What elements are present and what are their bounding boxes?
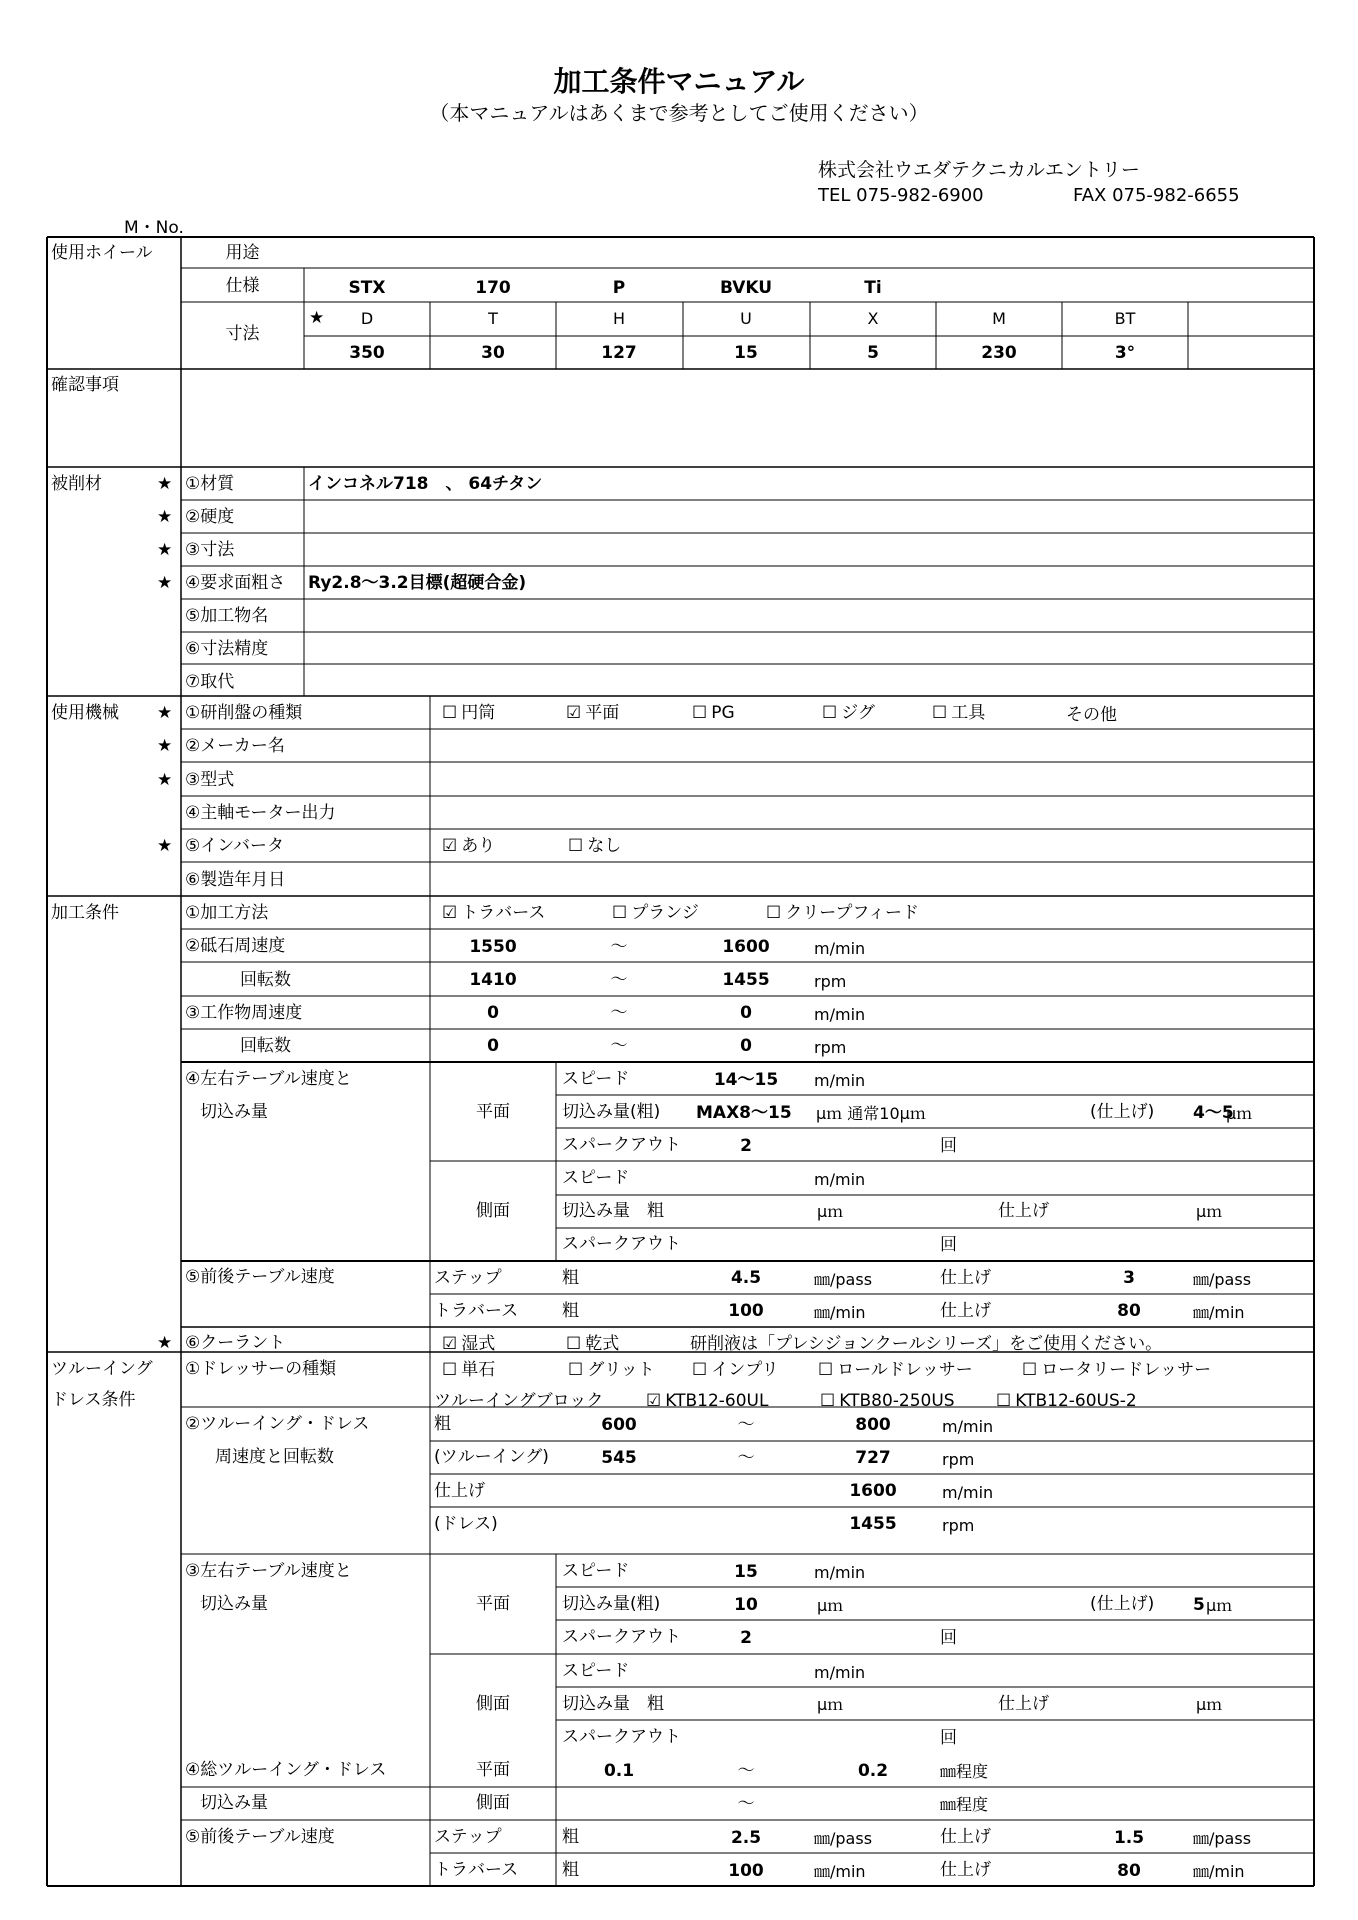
truing-flat-spark-value: 2 xyxy=(740,1628,752,1648)
truing-lr-label-2: 切込み量 xyxy=(200,1594,268,1614)
truing-finish-rev: 1455 xyxy=(849,1514,897,1534)
flat-spark-unit: 回 xyxy=(940,1136,957,1156)
truing-side-spark-unit: 回 xyxy=(940,1728,957,1748)
section-truing-1: ツルーイング xyxy=(51,1359,153,1379)
truing-trav-finish-value: 80 xyxy=(1117,1861,1141,1881)
total-side-label: 側面 xyxy=(476,1793,510,1813)
side-label: 側面 xyxy=(476,1201,510,1221)
lr-table-label-2: 切込み量 xyxy=(200,1102,268,1122)
work-speed-tilde: ～ xyxy=(610,1003,628,1023)
flat-spark-value: 2 xyxy=(740,1136,752,1156)
workpiece-item-label: ⑦取代 xyxy=(185,672,235,692)
truing-step-finish-unit: ㎜/pass xyxy=(1193,1829,1252,1848)
checkbox-label: トラバース xyxy=(461,903,546,923)
checked-box-icon[interactable]: ☑ xyxy=(442,903,458,923)
flat-speed-value: 14～15 xyxy=(713,1070,779,1090)
truing-rough-rev-from: 545 xyxy=(601,1448,637,1468)
truing-side-speed-label: スピード xyxy=(562,1661,630,1681)
machine-item-label: ⑤インバータ xyxy=(185,836,285,857)
section-machine: 使用機械 xyxy=(51,703,119,723)
truing-side-cut-label: 切込み量 粗 xyxy=(562,1694,664,1714)
total-flat-from: 0.1 xyxy=(603,1761,635,1781)
block-checkbox[interactable] xyxy=(646,1391,768,1411)
wheel-spec-value: 170 xyxy=(475,278,511,298)
truing-rough-speed-to: 800 xyxy=(855,1415,891,1435)
step-rough-value: 4.5 xyxy=(730,1268,762,1288)
truing-trav-rough-unit: ㎜/min xyxy=(814,1862,866,1881)
process-method-label: ①加工方法 xyxy=(185,903,269,923)
total-side-unit: ㎜程度 xyxy=(940,1795,989,1814)
coolant-checkbox[interactable] xyxy=(566,1334,619,1354)
required-star-icon: ★ xyxy=(157,703,173,723)
checkbox-icon[interactable]: ☐ xyxy=(442,703,458,723)
truing-flat-cut-label: 切込み量(粗) xyxy=(562,1594,661,1614)
side-spark-label: スパークアウト xyxy=(562,1234,681,1254)
lr-table-label-1: ④左右テーブル速度と xyxy=(185,1069,352,1089)
checkbox-icon[interactable]: ☐ xyxy=(1022,1360,1038,1380)
section-wheel: 使用ホイール xyxy=(51,243,153,263)
flat-cut-label: 切込み量(粗) xyxy=(562,1102,661,1122)
wheel-speed-from: 1550 xyxy=(469,937,517,957)
truing-flat-finish-value: 5 xyxy=(1193,1595,1205,1615)
company-tel: TEL 075-982-6900 xyxy=(818,185,984,206)
required-star-icon: ★ xyxy=(309,308,325,328)
wheel-speed-to: 1600 xyxy=(722,937,770,957)
checkbox-label: 平面 xyxy=(585,703,620,723)
step-label: ステップ xyxy=(434,1268,502,1288)
checkbox-icon[interactable]: ☐ xyxy=(442,1360,458,1380)
total-flat-tilde: ～ xyxy=(737,1761,755,1781)
truing-paren-label: (ツルーイング) xyxy=(434,1447,549,1467)
trav-label: トラバース xyxy=(434,1301,519,1321)
workpiece-item-label: ④要求面粗さ xyxy=(185,573,286,593)
wheel-speed-label: ②砥石周速度 xyxy=(185,936,286,956)
grinder-type-checkbox[interactable] xyxy=(692,703,735,723)
truing-finish-speed: 1600 xyxy=(849,1481,897,1501)
step-rough-label: 粗 xyxy=(562,1268,579,1288)
checkbox-icon[interactable]: ☐ xyxy=(996,1391,1012,1411)
truing-rough-label: 粗 xyxy=(434,1414,451,1434)
wheel-rev-unit: rpm xyxy=(814,972,847,991)
checked-box-icon[interactable]: ☑ xyxy=(646,1391,662,1411)
machine-item-label: ①研削盤の種類 xyxy=(185,703,303,723)
section-confirm: 確認事項 xyxy=(51,375,119,395)
machine-item-label: ⑥製造年月日 xyxy=(185,869,286,890)
wheel-dim-value: 30 xyxy=(481,343,505,363)
truing-flat-speed-unit: m/min xyxy=(814,1563,866,1582)
grinder-other: その他 xyxy=(1066,705,1117,725)
wheel-dim-value: 350 xyxy=(349,343,385,363)
checkbox-label: PG xyxy=(711,703,735,723)
flat-spark-label: スパークアウト xyxy=(562,1135,681,1155)
workpiece-item-label: ③寸法 xyxy=(185,540,235,560)
work-rev-label: 回転数 xyxy=(240,1036,291,1056)
truing-step-finish-label: 仕上げ xyxy=(940,1827,991,1847)
workpiece-item-value: インコネル718 、 64チタン xyxy=(308,474,543,494)
checkbox-icon[interactable]: ☐ xyxy=(822,703,838,723)
process-method-checkbox[interactable] xyxy=(442,903,545,923)
truing-trav-rough-label: 粗 xyxy=(562,1860,579,1880)
work-speed-unit: m/min xyxy=(814,1005,866,1024)
checkbox-icon[interactable]: ☐ xyxy=(818,1360,834,1380)
flat-finish-value: 4～5 xyxy=(1193,1103,1234,1123)
truing-flat-speed-label: スピード xyxy=(562,1561,630,1581)
truing-rough-rev-to: 727 xyxy=(855,1448,891,1468)
dresser-label: ①ドレッサーの種類 xyxy=(185,1359,337,1379)
page-subtitle: （本マニュアルはあくまで参考としてご使用ください） xyxy=(429,101,929,125)
side-speed-unit: m/min xyxy=(814,1170,866,1189)
grinder-type-checkbox[interactable] xyxy=(932,703,985,723)
coolant-note: 研削液は「プレシジョンクールシリーズ」をご使用ください。 xyxy=(690,1334,1163,1354)
total-flat-to: 0.2 xyxy=(857,1761,889,1781)
step-finish-unit: ㎜/pass xyxy=(1193,1270,1252,1289)
checkbox-label: 単石 xyxy=(461,1360,496,1380)
truing-side-cut-unit: μｍ xyxy=(817,1695,844,1714)
grinder-type-checkbox[interactable] xyxy=(566,703,619,723)
truing-flat-finish-label: (仕上げ) xyxy=(1090,1594,1155,1614)
truing-rough-rev-tilde: ～ xyxy=(737,1448,755,1468)
truing-trav-finish-label: 仕上げ xyxy=(940,1860,991,1880)
workpiece-item-label: ⑥寸法精度 xyxy=(185,639,269,659)
checkbox-label: インプリ xyxy=(711,1360,779,1380)
truing-flat-spark-unit: 回 xyxy=(940,1628,957,1648)
truing-flat-label: 平面 xyxy=(476,1594,510,1614)
work-rev-unit: rpm xyxy=(814,1038,847,1057)
truing-flat-finish-unit: μｍ xyxy=(1206,1596,1233,1615)
truing-rough-speed-from: 600 xyxy=(601,1415,637,1435)
checkbox-icon[interactable]: ☐ xyxy=(692,703,708,723)
wheel-dim-header: H xyxy=(612,309,626,328)
checkbox-label: KTB12-60US-2 xyxy=(1015,1391,1137,1411)
work-rev-tilde: ～ xyxy=(610,1036,628,1056)
dresser-checkbox[interactable] xyxy=(1022,1360,1211,1380)
required-star-icon: ★ xyxy=(157,573,173,593)
dresser-checkbox[interactable] xyxy=(568,1360,655,1380)
step-finish-value: 3 xyxy=(1123,1268,1135,1288)
trav-finish-label: 仕上げ xyxy=(940,1301,991,1321)
inverter-checkbox[interactable] xyxy=(442,836,495,856)
required-star-icon: ★ xyxy=(157,507,173,527)
wheel-dim-header: D xyxy=(360,309,374,328)
total-side-tilde: ～ xyxy=(737,1794,755,1814)
truing-side-speed-unit: m/min xyxy=(814,1663,866,1682)
truing-finish-speed-unit: m/min xyxy=(942,1483,994,1502)
checkbox-label: ジグ xyxy=(841,703,875,723)
coolant-label: ⑥クーラント xyxy=(185,1333,286,1353)
checkbox-label: 湿式 xyxy=(461,1334,496,1354)
checkbox-icon[interactable]: ☐ xyxy=(612,903,628,923)
truing-step-rough-label: 粗 xyxy=(562,1827,579,1847)
process-method-checkbox[interactable] xyxy=(612,903,699,923)
grinder-type-checkbox[interactable] xyxy=(442,703,495,723)
wheel-dim-value: 230 xyxy=(981,343,1017,363)
total-label-2: 切込み量 xyxy=(200,1793,268,1813)
total-flat-unit: ㎜程度 xyxy=(940,1762,989,1781)
dress-paren-label: (ドレス) xyxy=(434,1514,498,1534)
wheel-use-label: 用途 xyxy=(225,243,260,263)
work-speed-label: ③工作物周速度 xyxy=(185,1003,303,1023)
workpiece-item-label: ①材質 xyxy=(185,474,235,494)
truing-rough-speed-tilde: ～ xyxy=(737,1415,755,1435)
process-method-checkbox[interactable] xyxy=(766,903,919,923)
required-star-icon: ★ xyxy=(157,736,173,757)
section-workpiece: 被削材 xyxy=(51,474,102,494)
flat-finish-label: (仕上げ) xyxy=(1090,1102,1155,1122)
checkbox-icon[interactable]: ☐ xyxy=(566,1334,582,1354)
wheel-rev-tilde: ～ xyxy=(610,970,628,990)
checkbox-icon[interactable]: ☐ xyxy=(820,1391,836,1411)
wheel-dim-value: 3° xyxy=(1114,343,1136,363)
truing-step-finish-value: 1.5 xyxy=(1113,1828,1145,1848)
wheel-spec-value: BVKU xyxy=(719,278,773,298)
section-truing-2: ドレス条件 xyxy=(51,1390,136,1410)
checkbox-icon[interactable]: ☐ xyxy=(766,903,782,923)
total-flat-label: 平面 xyxy=(476,1760,510,1780)
block-checkbox[interactable] xyxy=(996,1391,1137,1411)
grinder-type-checkbox[interactable] xyxy=(822,703,875,723)
wheel-rev-to: 1455 xyxy=(722,970,770,990)
coolant-checkbox[interactable] xyxy=(442,1334,495,1354)
work-speed-to: 0 xyxy=(740,1003,752,1023)
checkbox-label: ロータリードレッサー xyxy=(1041,1360,1212,1380)
truing-finish-label: 仕上げ xyxy=(434,1481,485,1501)
checkbox-label: なし xyxy=(587,836,622,856)
side-cut-label: 切込み量 粗 xyxy=(562,1201,664,1221)
m-number-label: M・No. xyxy=(124,218,184,238)
company-name: 株式会社ウエダテクニカルエントリー xyxy=(818,159,1140,181)
truing-flat-speed-value: 15 xyxy=(734,1562,758,1582)
flat-finish-unit: μｍ xyxy=(1226,1104,1253,1123)
side-cut-unit: μｍ xyxy=(817,1202,844,1221)
truing-speed-label-1: ②ツルーイング・ドレス xyxy=(185,1414,370,1434)
block-checkbox[interactable] xyxy=(820,1391,955,1411)
truing-rough-speed-unit: m/min xyxy=(942,1417,994,1436)
truing-flat-cut-unit: μｍ xyxy=(817,1596,844,1615)
page-title: 加工条件マニュアル xyxy=(553,65,805,98)
wheel-dim-value: 127 xyxy=(601,343,637,363)
truing-side-label: 側面 xyxy=(476,1694,510,1714)
wheel-dim-header: T xyxy=(488,309,498,328)
flat-cut-unit: μｍ 通常10μｍ xyxy=(816,1104,926,1123)
wheel-dim-label: 寸法 xyxy=(225,324,260,344)
machine-item-label: ②メーカー名 xyxy=(185,736,285,757)
section-process: 加工条件 xyxy=(51,903,119,923)
wheel-dim-header: X xyxy=(867,309,879,328)
checkbox-label: グリット xyxy=(587,1360,655,1380)
wheel-spec-value: Ti xyxy=(864,278,882,298)
wheel-rev-label: 回転数 xyxy=(240,970,291,990)
checkbox-label: 工具 xyxy=(951,703,986,723)
checkbox-label: あり xyxy=(461,836,496,856)
workpiece-item-value: Ry2.8～3.2目標(超硬合金) xyxy=(308,573,527,593)
checked-box-icon[interactable]: ☑ xyxy=(442,836,458,856)
required-star-icon: ★ xyxy=(157,474,173,494)
trav-finish-unit: ㎜/min xyxy=(1193,1303,1245,1322)
trav-rough-unit: ㎜/min xyxy=(814,1303,866,1322)
required-star-icon: ★ xyxy=(157,769,173,790)
dresser-checkbox[interactable] xyxy=(442,1360,495,1380)
work-rev-from: 0 xyxy=(487,1036,499,1056)
wheel-spec-label: 仕様 xyxy=(225,276,260,296)
truing-fb-label: ⑤前後テーブル速度 xyxy=(185,1827,335,1847)
wheel-rev-from: 1410 xyxy=(469,970,517,990)
required-star-icon: ★ xyxy=(157,1333,173,1353)
truing-flat-cut-value: 10 xyxy=(734,1595,758,1615)
checkbox-label: クリープフィード xyxy=(785,903,920,923)
step-finish-label: 仕上げ xyxy=(940,1268,991,1288)
checkbox-icon[interactable]: ☐ xyxy=(568,1360,584,1380)
truing-speed-label-2: 周速度と回転数 xyxy=(215,1447,334,1467)
side-speed-label: スピード xyxy=(562,1168,630,1188)
checkbox-label: 乾式 xyxy=(585,1334,620,1354)
wheel-dim-header: M xyxy=(992,309,1006,328)
side-finish-unit: μｍ xyxy=(1196,1202,1223,1221)
trav-rough-value: 100 xyxy=(728,1301,764,1321)
block-label: ツルーイングブロック xyxy=(434,1391,604,1411)
dresser-checkbox[interactable] xyxy=(692,1360,779,1380)
fb-table-label: ⑤前後テーブル速度 xyxy=(185,1267,335,1287)
flat-speed-label: スピード xyxy=(562,1069,630,1089)
side-finish-label: 仕上げ xyxy=(998,1201,1049,1221)
checkbox-icon[interactable]: ☐ xyxy=(568,836,584,856)
workpiece-item-label: ②硬度 xyxy=(185,507,235,527)
company-fax: FAX 075-982-6655 xyxy=(1073,185,1240,206)
dresser-checkbox[interactable] xyxy=(818,1360,973,1380)
truing-trav-rough-value: 100 xyxy=(728,1861,764,1881)
checkbox-label: プランジ xyxy=(631,903,699,923)
truing-trav-label: トラバース xyxy=(434,1860,519,1880)
wheel-dim-value: 5 xyxy=(867,343,879,363)
checkbox-icon[interactable]: ☐ xyxy=(692,1360,708,1380)
truing-step-label: ステップ xyxy=(434,1827,502,1847)
work-rev-to: 0 xyxy=(740,1036,752,1056)
wheel-speed-tilde: ～ xyxy=(610,937,628,957)
wheel-dim-header: U xyxy=(740,309,752,328)
machine-item-label: ④主軸モーター出力 xyxy=(185,802,336,823)
truing-step-rough-unit: ㎜/pass xyxy=(814,1829,873,1848)
flat-speed-unit: m/min xyxy=(814,1071,866,1090)
step-rough-unit: ㎜/pass xyxy=(814,1270,873,1289)
wheel-spec-value: STX xyxy=(348,278,386,298)
total-label-1: ④総ツルーイング・ドレス xyxy=(185,1760,387,1780)
machine-item-label: ③型式 xyxy=(185,769,235,790)
truing-side-spark-label: スパークアウト xyxy=(562,1727,681,1747)
checkbox-label: KTB12-60UL xyxy=(665,1391,769,1411)
checkbox-icon[interactable]: ☐ xyxy=(932,703,948,723)
truing-lr-label-1: ③左右テーブル速度と xyxy=(185,1561,352,1581)
wheel-dim-value: 15 xyxy=(734,343,758,363)
required-star-icon: ★ xyxy=(157,540,173,560)
flat-label: 平面 xyxy=(476,1102,510,1122)
truing-finish-rev-unit: rpm xyxy=(942,1516,975,1535)
checkbox-label: ロールドレッサー xyxy=(837,1360,973,1380)
truing-trav-finish-unit: ㎜/min xyxy=(1193,1862,1245,1881)
inverter-checkbox[interactable] xyxy=(568,836,621,856)
truing-step-rough-value: 2.5 xyxy=(730,1828,762,1848)
truing-flat-spark-label: スパークアウト xyxy=(562,1627,681,1647)
truing-side-finish-label: 仕上げ xyxy=(998,1694,1049,1714)
workpiece-item-label: ⑤加工物名 xyxy=(185,606,269,626)
flat-cut-value: MAX8～15 xyxy=(696,1103,792,1123)
checked-box-icon[interactable]: ☑ xyxy=(566,703,582,723)
required-star-icon: ★ xyxy=(157,836,173,857)
wheel-dim-header: BT xyxy=(1114,309,1136,328)
truing-side-finish-unit: μｍ xyxy=(1196,1695,1223,1714)
checkbox-label: KTB80-250US xyxy=(839,1391,955,1411)
wheel-spec-value: P xyxy=(612,278,626,298)
checked-box-icon[interactable]: ☑ xyxy=(442,1334,458,1354)
work-speed-from: 0 xyxy=(487,1003,499,1023)
side-spark-unit: 回 xyxy=(940,1235,957,1255)
trav-rough-label: 粗 xyxy=(562,1301,579,1321)
truing-rough-rev-unit: rpm xyxy=(942,1450,975,1469)
checkbox-label: 円筒 xyxy=(461,703,496,723)
trav-finish-value: 80 xyxy=(1117,1301,1141,1321)
wheel-speed-unit: m/min xyxy=(814,939,866,958)
